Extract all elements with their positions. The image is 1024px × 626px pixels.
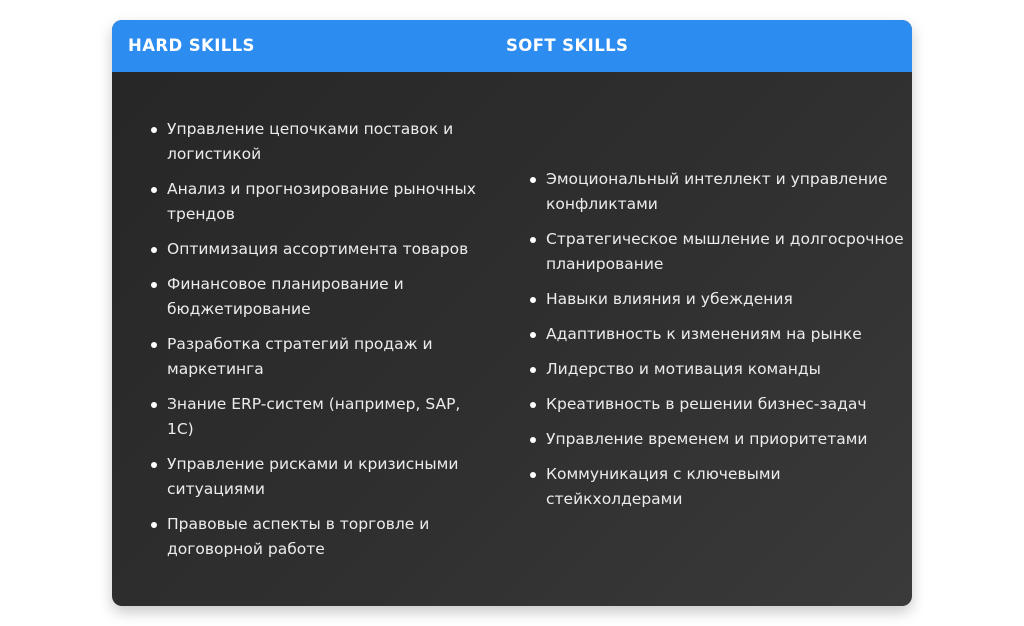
soft-skills-title: SOFT SKILLS xyxy=(506,36,629,55)
card-header xyxy=(112,20,912,72)
hard-skill-item: Знание ERP-систем (например, SAP, 1C) xyxy=(167,392,477,442)
hard-skills-column xyxy=(112,72,490,606)
soft-skill-item: Стратегическое мышление и долгосрочное планирование xyxy=(546,227,906,277)
soft-skill-item: Навыки влияния и убеждения xyxy=(546,287,906,312)
soft-skill-item: Коммуникация с ключевыми стейкхолдерами xyxy=(546,462,906,512)
soft-skill-item: Адаптивность к изменениям на рынке xyxy=(546,322,906,347)
hard-skill-item: Анализ и прогнозирование рыночных трендов xyxy=(167,177,477,227)
hard-skill-item: Управление цепочками поставок и логистикой xyxy=(167,117,477,167)
soft-skill-item: Лидерство и мотивация команды xyxy=(546,357,906,382)
hard-skill-item: Финансовое планирование и бюджетирование xyxy=(167,272,477,322)
hard-skill-item: Правовые аспекты в торговле и договорной работе xyxy=(167,512,477,562)
soft-skill-item: Креативность в решении бизнес-задач xyxy=(546,392,906,417)
hard-skill-item: Разработка стратегий продаж и маркетинга xyxy=(167,332,477,382)
skills-card xyxy=(112,20,912,606)
soft-skills-list xyxy=(546,167,906,512)
soft-skill-item: Эмоциональный интеллект и управление конфликтами xyxy=(546,167,906,217)
soft-skill-item: Управление временем и приоритетами xyxy=(546,427,906,452)
hard-skill-item: Оптимизация ассортимента товаров xyxy=(167,237,477,262)
hard-skills-title: HARD SKILLS xyxy=(128,36,255,55)
soft-skills-column xyxy=(490,72,912,606)
hard-skill-item: Управление рисками и кризисными ситуациями xyxy=(167,452,477,502)
hard-skills-list xyxy=(167,117,477,562)
